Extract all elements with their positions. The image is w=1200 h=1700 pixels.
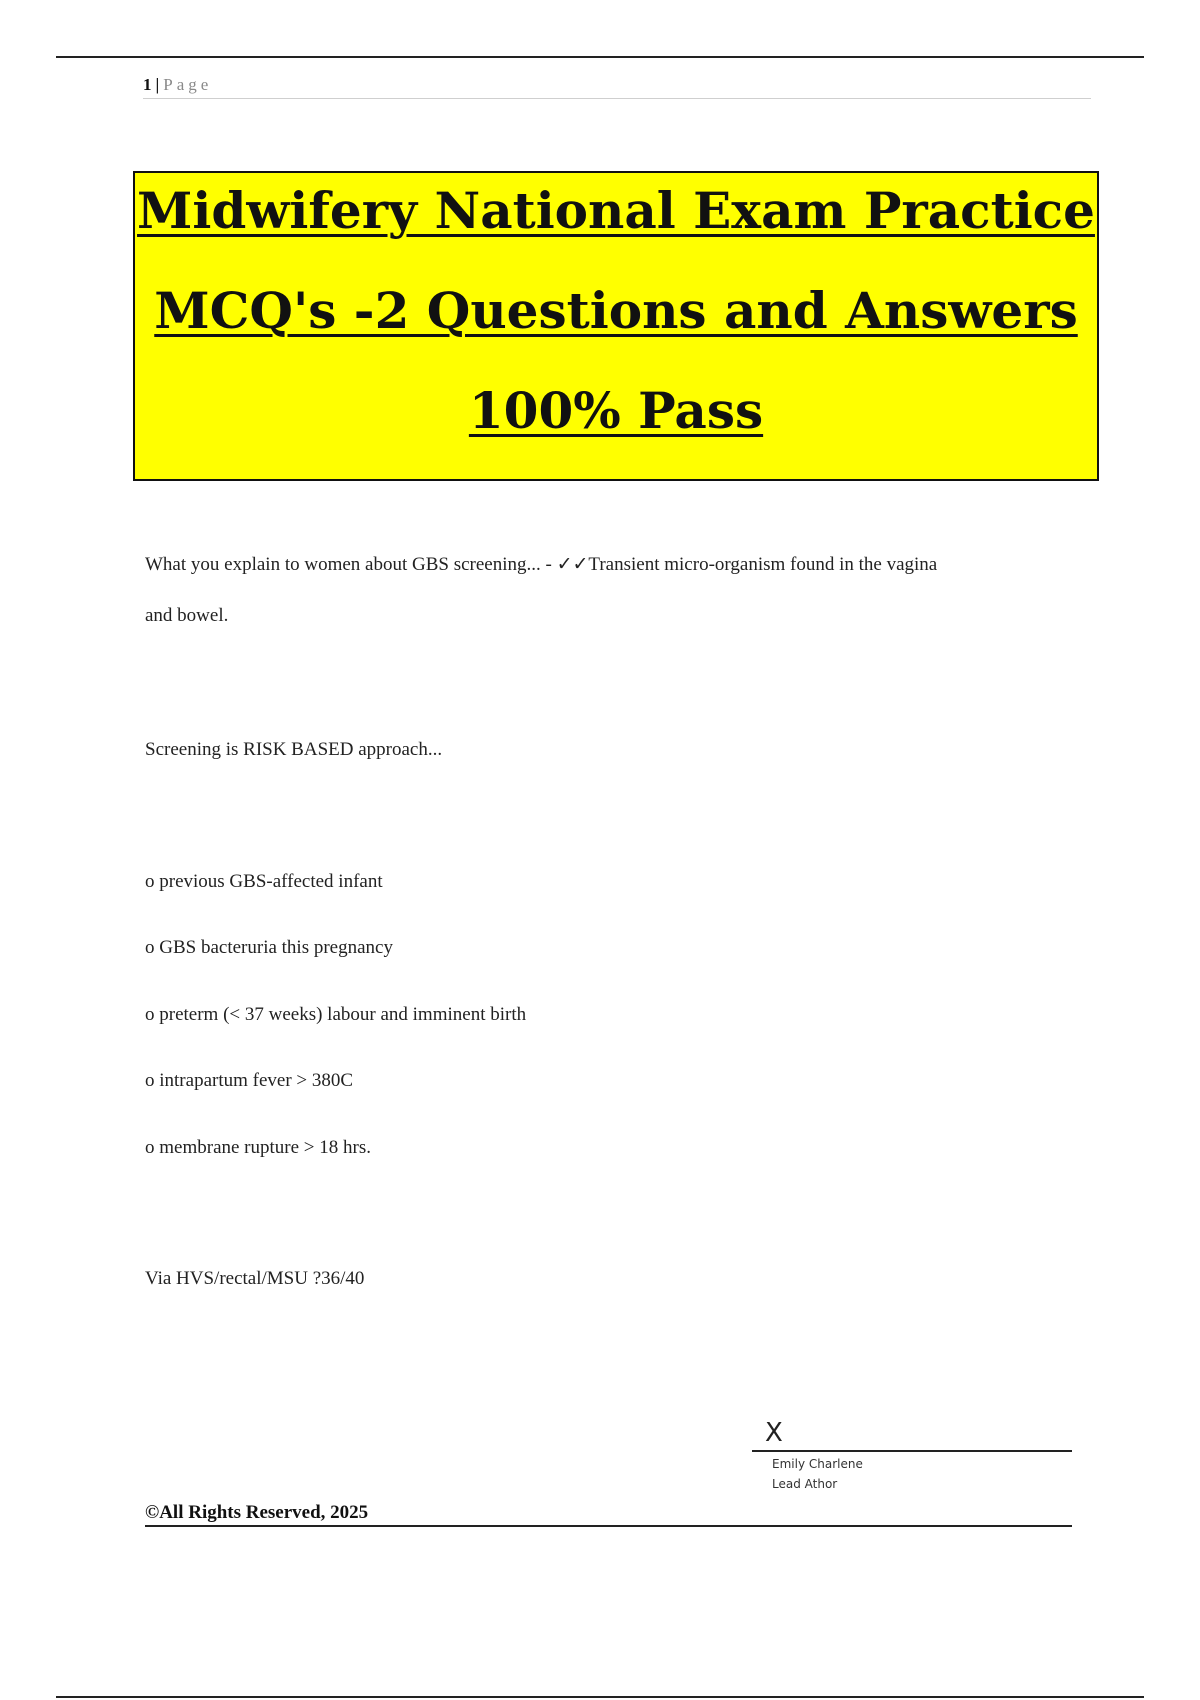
risk-list-item: o membrane rupture > 18 hrs. — [145, 1137, 371, 1158]
page-number: 1 — [143, 75, 152, 94]
page-label: Page — [163, 75, 213, 94]
page-header — [143, 72, 1091, 99]
footer-rule — [145, 1525, 1072, 1527]
signature-mark: X — [765, 1418, 783, 1448]
title-line-2: MCQ's -2 Questions and Answers — [154, 281, 1078, 340]
copyright-notice: ©All Rights Reserved, 2025 — [145, 1502, 369, 1523]
top-rule — [56, 56, 1144, 58]
title-line-1: Midwifery National Exam Practice — [137, 181, 1095, 240]
bottom-rule — [56, 1696, 1144, 1698]
page-separator: | — [155, 75, 160, 94]
signature-line — [752, 1450, 1072, 1452]
signer-role: Lead Athor — [772, 1477, 838, 1491]
risk-list-item: o GBS bacteruria this pregnancy — [145, 937, 393, 958]
screening-paragraph: Screening is RISK BASED approach... — [145, 739, 443, 760]
title-box — [133, 171, 1099, 481]
risk-list-item: o intrapartum fever > 380C — [145, 1070, 354, 1091]
question-text-continued: and bowel. — [145, 605, 229, 626]
question-text: What you explain to women about GBS screening... - ✓✓Transient micro-organism found in the vagina — [145, 554, 938, 575]
risk-list-item: o preterm (< 37 weeks) labour and imminent birth — [145, 1004, 527, 1025]
title-line-3: 100% Pass — [468, 381, 764, 440]
signer-name: Emily Charlene — [772, 1457, 863, 1471]
risk-list-item: o previous GBS-affected infant — [145, 871, 383, 892]
via-paragraph: Via HVS/rectal/MSU ?36/40 — [145, 1268, 365, 1289]
